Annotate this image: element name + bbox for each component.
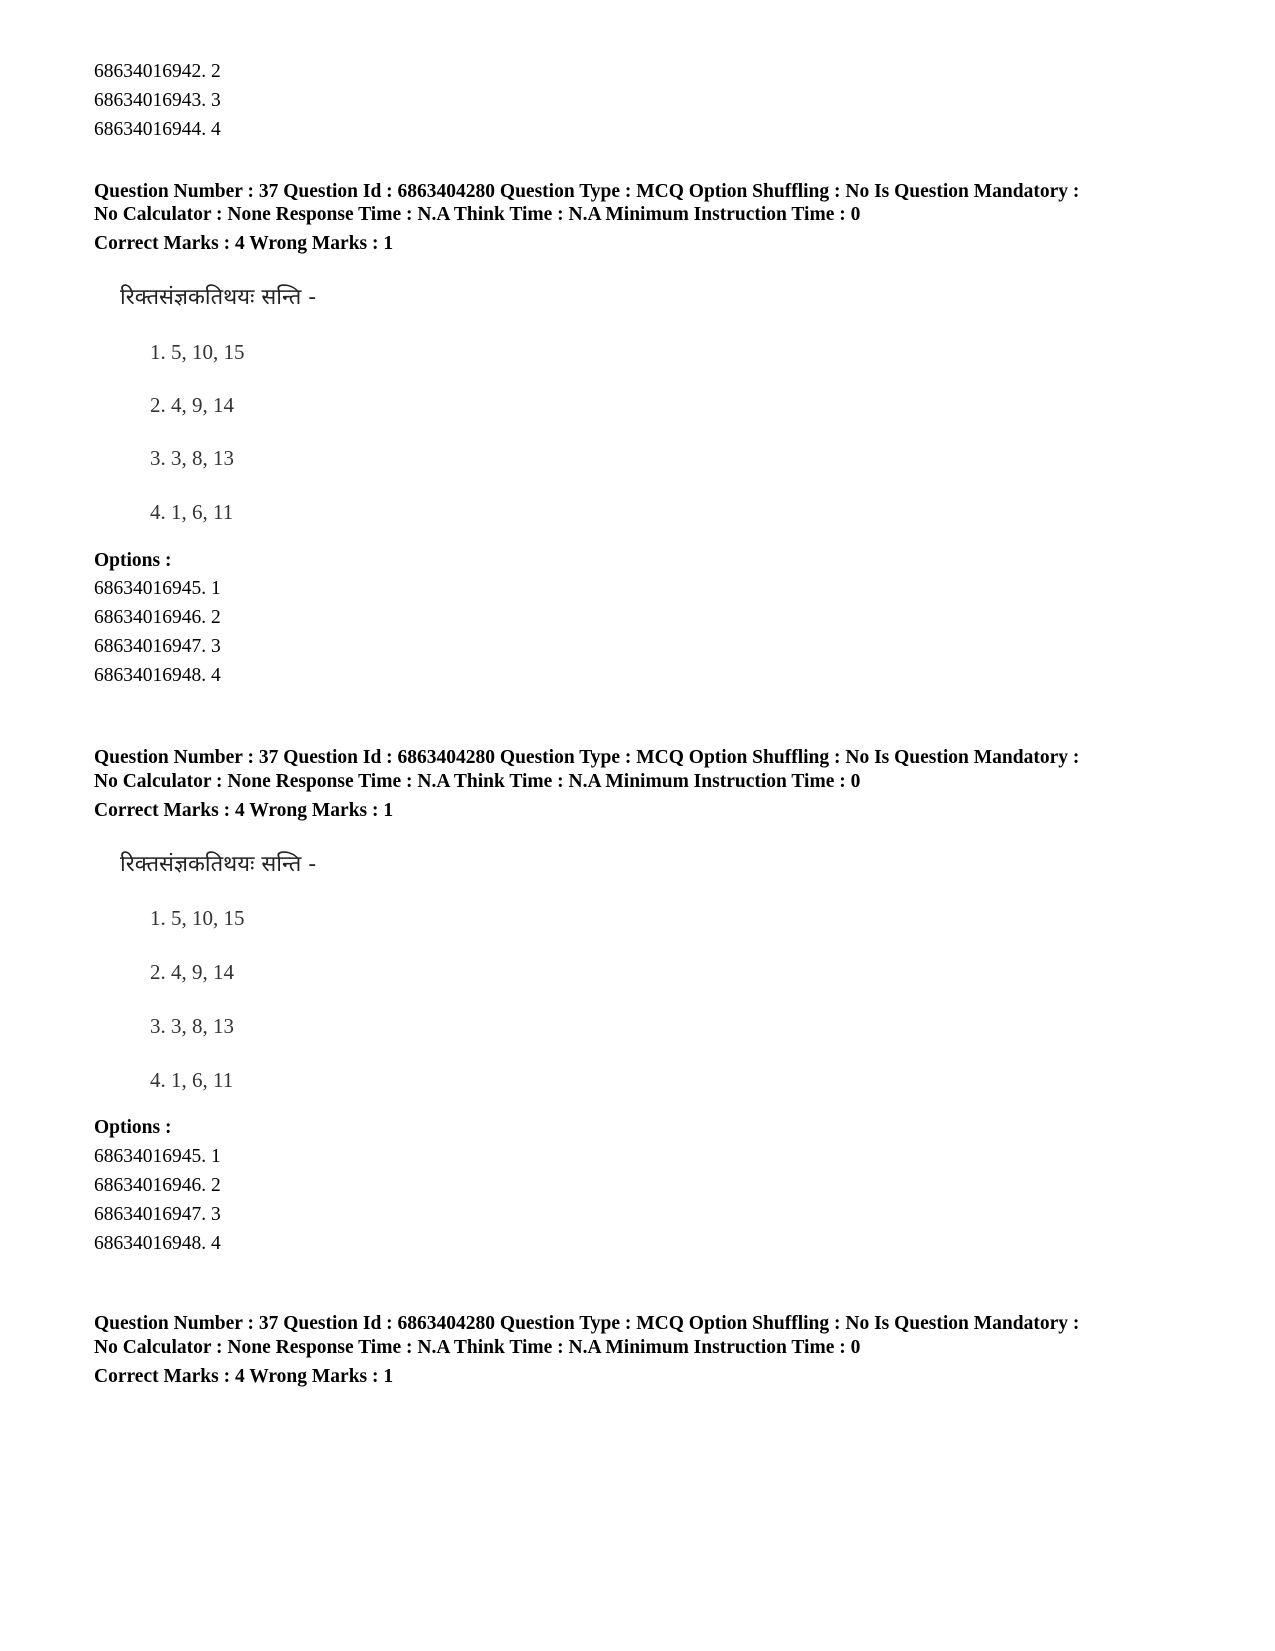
question-option: 3. 3, 8, 13 <box>150 446 234 470</box>
option-line: 68634016945. 1 <box>94 578 221 599</box>
option-line: 68634016948. 4 <box>94 1233 221 1254</box>
question-option: 1. 5, 10, 15 <box>150 340 245 364</box>
question-marks: Correct Marks : 4 Wrong Marks : 1 <box>94 1366 394 1387</box>
option-line: 68634016946. 2 <box>94 1175 221 1196</box>
question-marks: Correct Marks : 4 Wrong Marks : 1 <box>94 800 394 821</box>
option-line: 68634016945. 1 <box>94 1146 221 1167</box>
options-label: Options : <box>94 1117 172 1138</box>
question-option: 3. 3, 8, 13 <box>150 1014 234 1038</box>
question-header: No Calculator : None Response Time : N.A Think Time : N.A Minimum Instruction Time : 0 <box>94 204 861 225</box>
option-line: 68634016943. 3 <box>94 90 221 111</box>
option-line: 68634016946. 2 <box>94 607 221 628</box>
question-text: रिक्तसंज्ञकतिथयः सन्ति - <box>120 852 317 877</box>
option-line: 68634016948. 4 <box>94 665 221 686</box>
question-header: Question Number : 37 Question Id : 6863404280 Question Type : MCQ Option Shuffling : No Is Question Mandatory : <box>94 747 1080 768</box>
option-line: 68634016944. 4 <box>94 119 221 140</box>
question-header: Question Number : 37 Question Id : 6863404280 Question Type : MCQ Option Shuffling : No Is Question Mandatory : <box>94 181 1080 202</box>
question-option: 2. 4, 9, 14 <box>150 960 234 984</box>
options-label: Options : <box>94 550 172 571</box>
option-line: 68634016942. 2 <box>94 61 221 82</box>
question-text: रिक्तसंज्ञकतिथयः सन्ति - <box>120 285 317 310</box>
option-line: 68634016947. 3 <box>94 1204 221 1225</box>
question-header: Question Number : 37 Question Id : 6863404280 Question Type : MCQ Option Shuffling : No Is Question Mandatory : <box>94 1313 1080 1334</box>
question-header: No Calculator : None Response Time : N.A Think Time : N.A Minimum Instruction Time : 0 <box>94 771 861 792</box>
question-option: 4. 1, 6, 11 <box>150 1068 234 1092</box>
option-line: 68634016947. 3 <box>94 636 221 657</box>
question-option: 2. 4, 9, 14 <box>150 393 234 417</box>
question-option: 1. 5, 10, 15 <box>150 906 245 930</box>
question-marks: Correct Marks : 4 Wrong Marks : 1 <box>94 233 394 254</box>
question-header: No Calculator : None Response Time : N.A Think Time : N.A Minimum Instruction Time : 0 <box>94 1337 861 1358</box>
question-option: 4. 1, 6, 11 <box>150 500 234 524</box>
